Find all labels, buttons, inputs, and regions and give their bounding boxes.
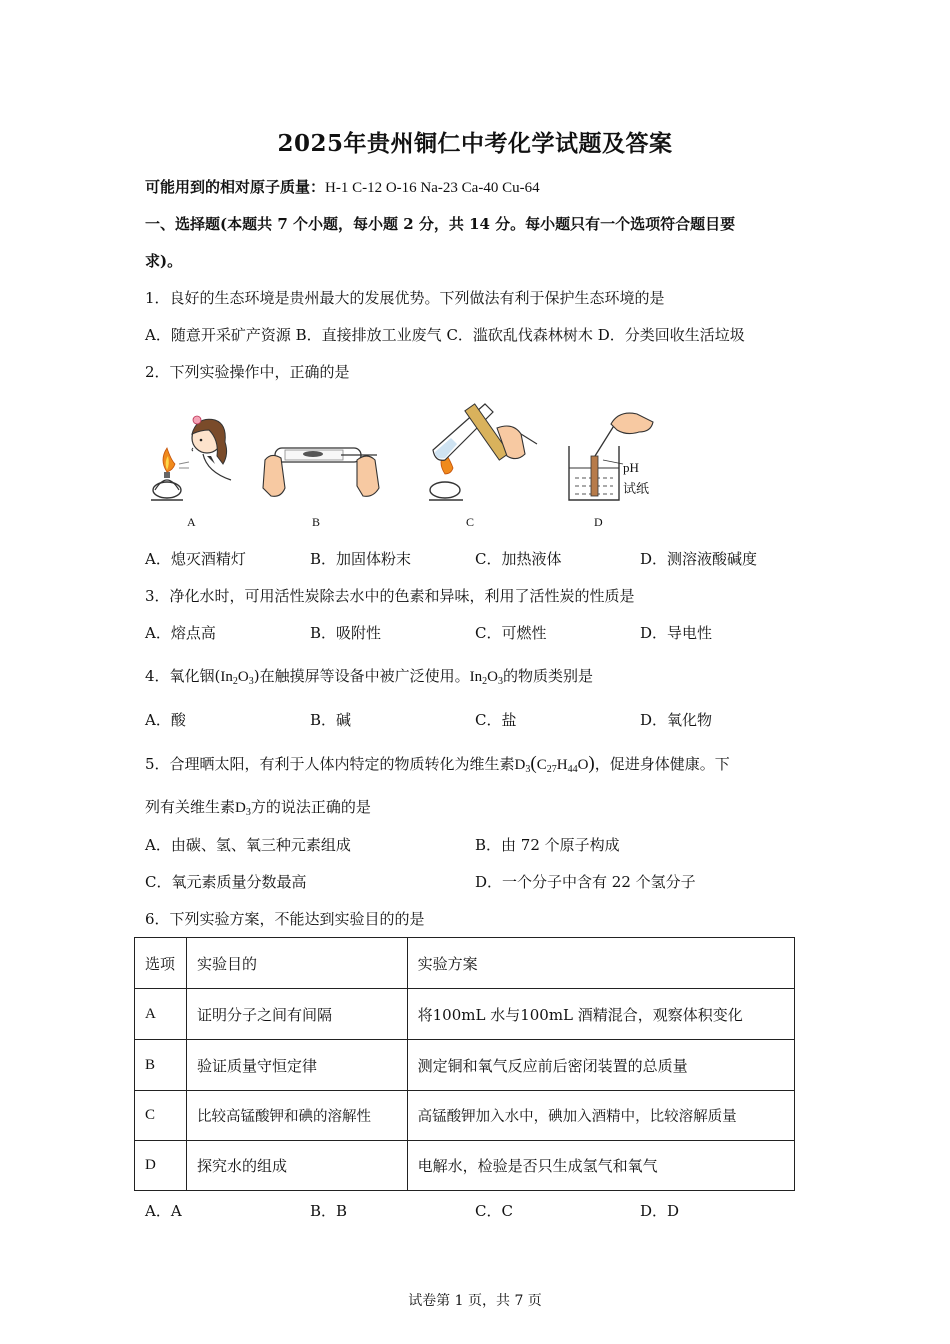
q5-formula-h-sub: 44 (567, 764, 578, 775)
figure-label-a: A (187, 515, 196, 529)
table-cell: B (135, 1040, 187, 1091)
q3-option-b: B．吸附性 (310, 624, 382, 642)
figure-label-c: C (466, 515, 475, 529)
q2-stem: 2．下列实验操作中，正确的是 (145, 363, 350, 381)
q5-formula-c: C (536, 757, 547, 773)
q4-option-a: A．酸 (145, 711, 186, 729)
q5-stem-line2-part-b: 方的说法正确的是 (250, 798, 371, 816)
table-cell: 高锰酸钾加入水中，碘加入酒精中，比较溶解质量 (407, 1091, 794, 1141)
q4-option-b: B．碱 (310, 711, 352, 729)
q6-option-c: C．C (475, 1202, 513, 1220)
q5-vitamin-2 (235, 800, 251, 816)
section1-heading-line1: 一、选择题(本题共 7 个小题，每小题 2 分，共 14 分。每小题只有一个选项符合题目要 (145, 215, 736, 233)
q2-option-a: A．熄灭酒精灯 (145, 550, 246, 568)
q3-options (145, 622, 805, 642)
table-cell: 比较高锰酸钾和碘的溶解性 (186, 1091, 407, 1141)
q5-option-c: C．氧元素质量分数最高 (145, 873, 307, 891)
table-cell: D (135, 1141, 187, 1191)
table-cell: 验证质量守恒定律 (186, 1040, 407, 1091)
figure-b-powder-tube (263, 448, 379, 496)
table-cell: 测定铜和氧气反应前后密闭装置的总质量 (407, 1040, 794, 1091)
q1-stem: 1．良好的生态环境是贵州最大的发展优势。下列做法有利于保护生态环境的是 (145, 289, 665, 307)
figure-a-blowing-lamp (151, 416, 231, 500)
q3-option-c: C．可燃性 (475, 624, 547, 642)
q2-illustration (145, 398, 685, 513)
q5-vitamin-d: D (514, 757, 526, 773)
q2-option-c: C．加热液体 (475, 550, 562, 568)
q5-vitamin-2-sub: 3 (245, 807, 251, 818)
table-header-cell: 选项 (135, 938, 187, 989)
q4-stem (145, 665, 593, 686)
q6-option-b: B．B (310, 1202, 348, 1220)
q4-formula-2 (470, 669, 503, 685)
q4-formula-1-in: In (220, 669, 233, 685)
q4-formula-2-o: O (487, 669, 498, 685)
q2-options (145, 548, 805, 568)
table-cell: 将100mL 水与100mL 酒精混合，观察体积变化 (407, 989, 794, 1040)
q6-stem: 6．下列实验方案，不能达到实验目的的是 (145, 910, 425, 928)
atomic-masses-line (145, 176, 540, 197)
q4-option-d: D．氧化物 (640, 711, 713, 729)
table-cell: C (135, 1091, 187, 1141)
table-row (135, 1040, 795, 1091)
q5-paren-open: ( (530, 753, 537, 774)
q4-stem-part-b: )在触摸屏等设备中被广泛使用。 (253, 667, 470, 685)
figure-label-d: D (594, 515, 603, 529)
q1-option-c: C．滥砍乱伐森林树木 (446, 326, 593, 344)
page-title: 2025年贵州铜仁中考化学试题及答案 (277, 130, 673, 157)
q5-paren-close: ) (588, 753, 595, 774)
q4-option-c: C．盐 (475, 711, 517, 729)
q4-formula-1-sub2: 3 (248, 676, 254, 687)
q5-formula (537, 757, 589, 773)
q5-vitamin-sub: 3 (525, 764, 531, 775)
q5-stem-line2-part-a: 列有关维生素 (145, 798, 236, 816)
figure-c-heating-liquid (429, 404, 537, 500)
q6-options (145, 1200, 805, 1220)
q4-options (145, 709, 805, 729)
table-cell: 电解水，检验是否只生成氢气和氧气 (407, 1141, 794, 1191)
table-cell: A (135, 989, 187, 1040)
q4-formula-1 (220, 669, 253, 685)
q5-stem-line2 (145, 796, 371, 817)
q5-option-b: B．由 72 个原子构成 (475, 836, 620, 854)
q1-option-b: B．直接排放工业废气 (295, 326, 442, 344)
page-footer: 试卷第 1 页，共 7 页 (408, 1293, 542, 1309)
table-row (135, 989, 795, 1040)
q2-option-d: D．测溶液酸碱度 (640, 550, 758, 568)
q4-stem-part-c: 的物质类别是 (502, 667, 593, 685)
table-cell: 探究水的组成 (186, 1141, 407, 1191)
q4-formula-1-sub1: 2 (232, 676, 238, 687)
q3-option-a: A．熔点高 (145, 624, 216, 642)
q5-stem-line1 (145, 753, 730, 775)
ph-label: pH (623, 460, 639, 475)
section1-heading-line2: 求)。 (145, 252, 183, 270)
q6-option-d: D．D (640, 1202, 680, 1220)
q4-formula-1-o: O (237, 669, 249, 685)
q1-option-d: D．分类回收生活垃圾 (597, 326, 745, 344)
q5-vitamin-2-d: D (235, 800, 246, 816)
table-header-cell: 实验方案 (407, 938, 794, 989)
q5-vitamin (515, 757, 531, 773)
q5-options-row1 (145, 834, 805, 854)
q5-option-d: D．一个分子中含有 22 个氢分子 (475, 873, 696, 891)
atomic-masses-label: 可能用到的相对原子质量： (145, 178, 326, 196)
atomic-masses-values: H-1 C-12 O-16 Na-23 Ca-40 Cu-64 (325, 180, 540, 196)
q4-formula-2-in: In (469, 669, 483, 685)
q5-stem-part-a: 5．合理晒太阳，有利于人体内特定的物质转化为维生素 (145, 755, 515, 773)
q2-figure (145, 398, 685, 529)
q1-options (145, 324, 745, 345)
figure-label-b: B (312, 515, 321, 529)
q3-stem: 3．净化水时，可用活性炭除去水中的色素和异味，利用了活性炭的性质是 (145, 587, 635, 605)
q4-formula-2-sub1: 2 (482, 676, 488, 687)
q5-formula-h: H (556, 757, 568, 773)
q6-option-a: A．A (145, 1202, 182, 1220)
q3-option-d: D．导电性 (640, 624, 713, 642)
q5-options-row2 (145, 871, 805, 891)
ph-paper-label: 试纸 (623, 482, 650, 497)
q5-option-a: A．由碳、氢、氧三种元素组成 (145, 836, 351, 854)
table-header-cell: 实验目的 (186, 938, 407, 989)
q5-stem-part-b: ，促进身体健康。下 (594, 755, 730, 773)
q4-stem-part-a: 4．氧化铟( (145, 667, 221, 685)
table-header-row (135, 938, 795, 989)
q5-formula-c-sub: 27 (546, 764, 557, 775)
table-cell: 证明分子之间有间隔 (186, 989, 407, 1040)
table-row (135, 1141, 795, 1191)
table-row (135, 1091, 795, 1141)
q4-formula-2-sub2: 3 (497, 676, 503, 687)
q6-table (134, 937, 795, 1191)
q5-formula-o: O (577, 757, 589, 773)
q1-option-a: A．随意开采矿产资源 (145, 326, 291, 344)
q2-option-b: B．加固体粉末 (310, 550, 412, 568)
